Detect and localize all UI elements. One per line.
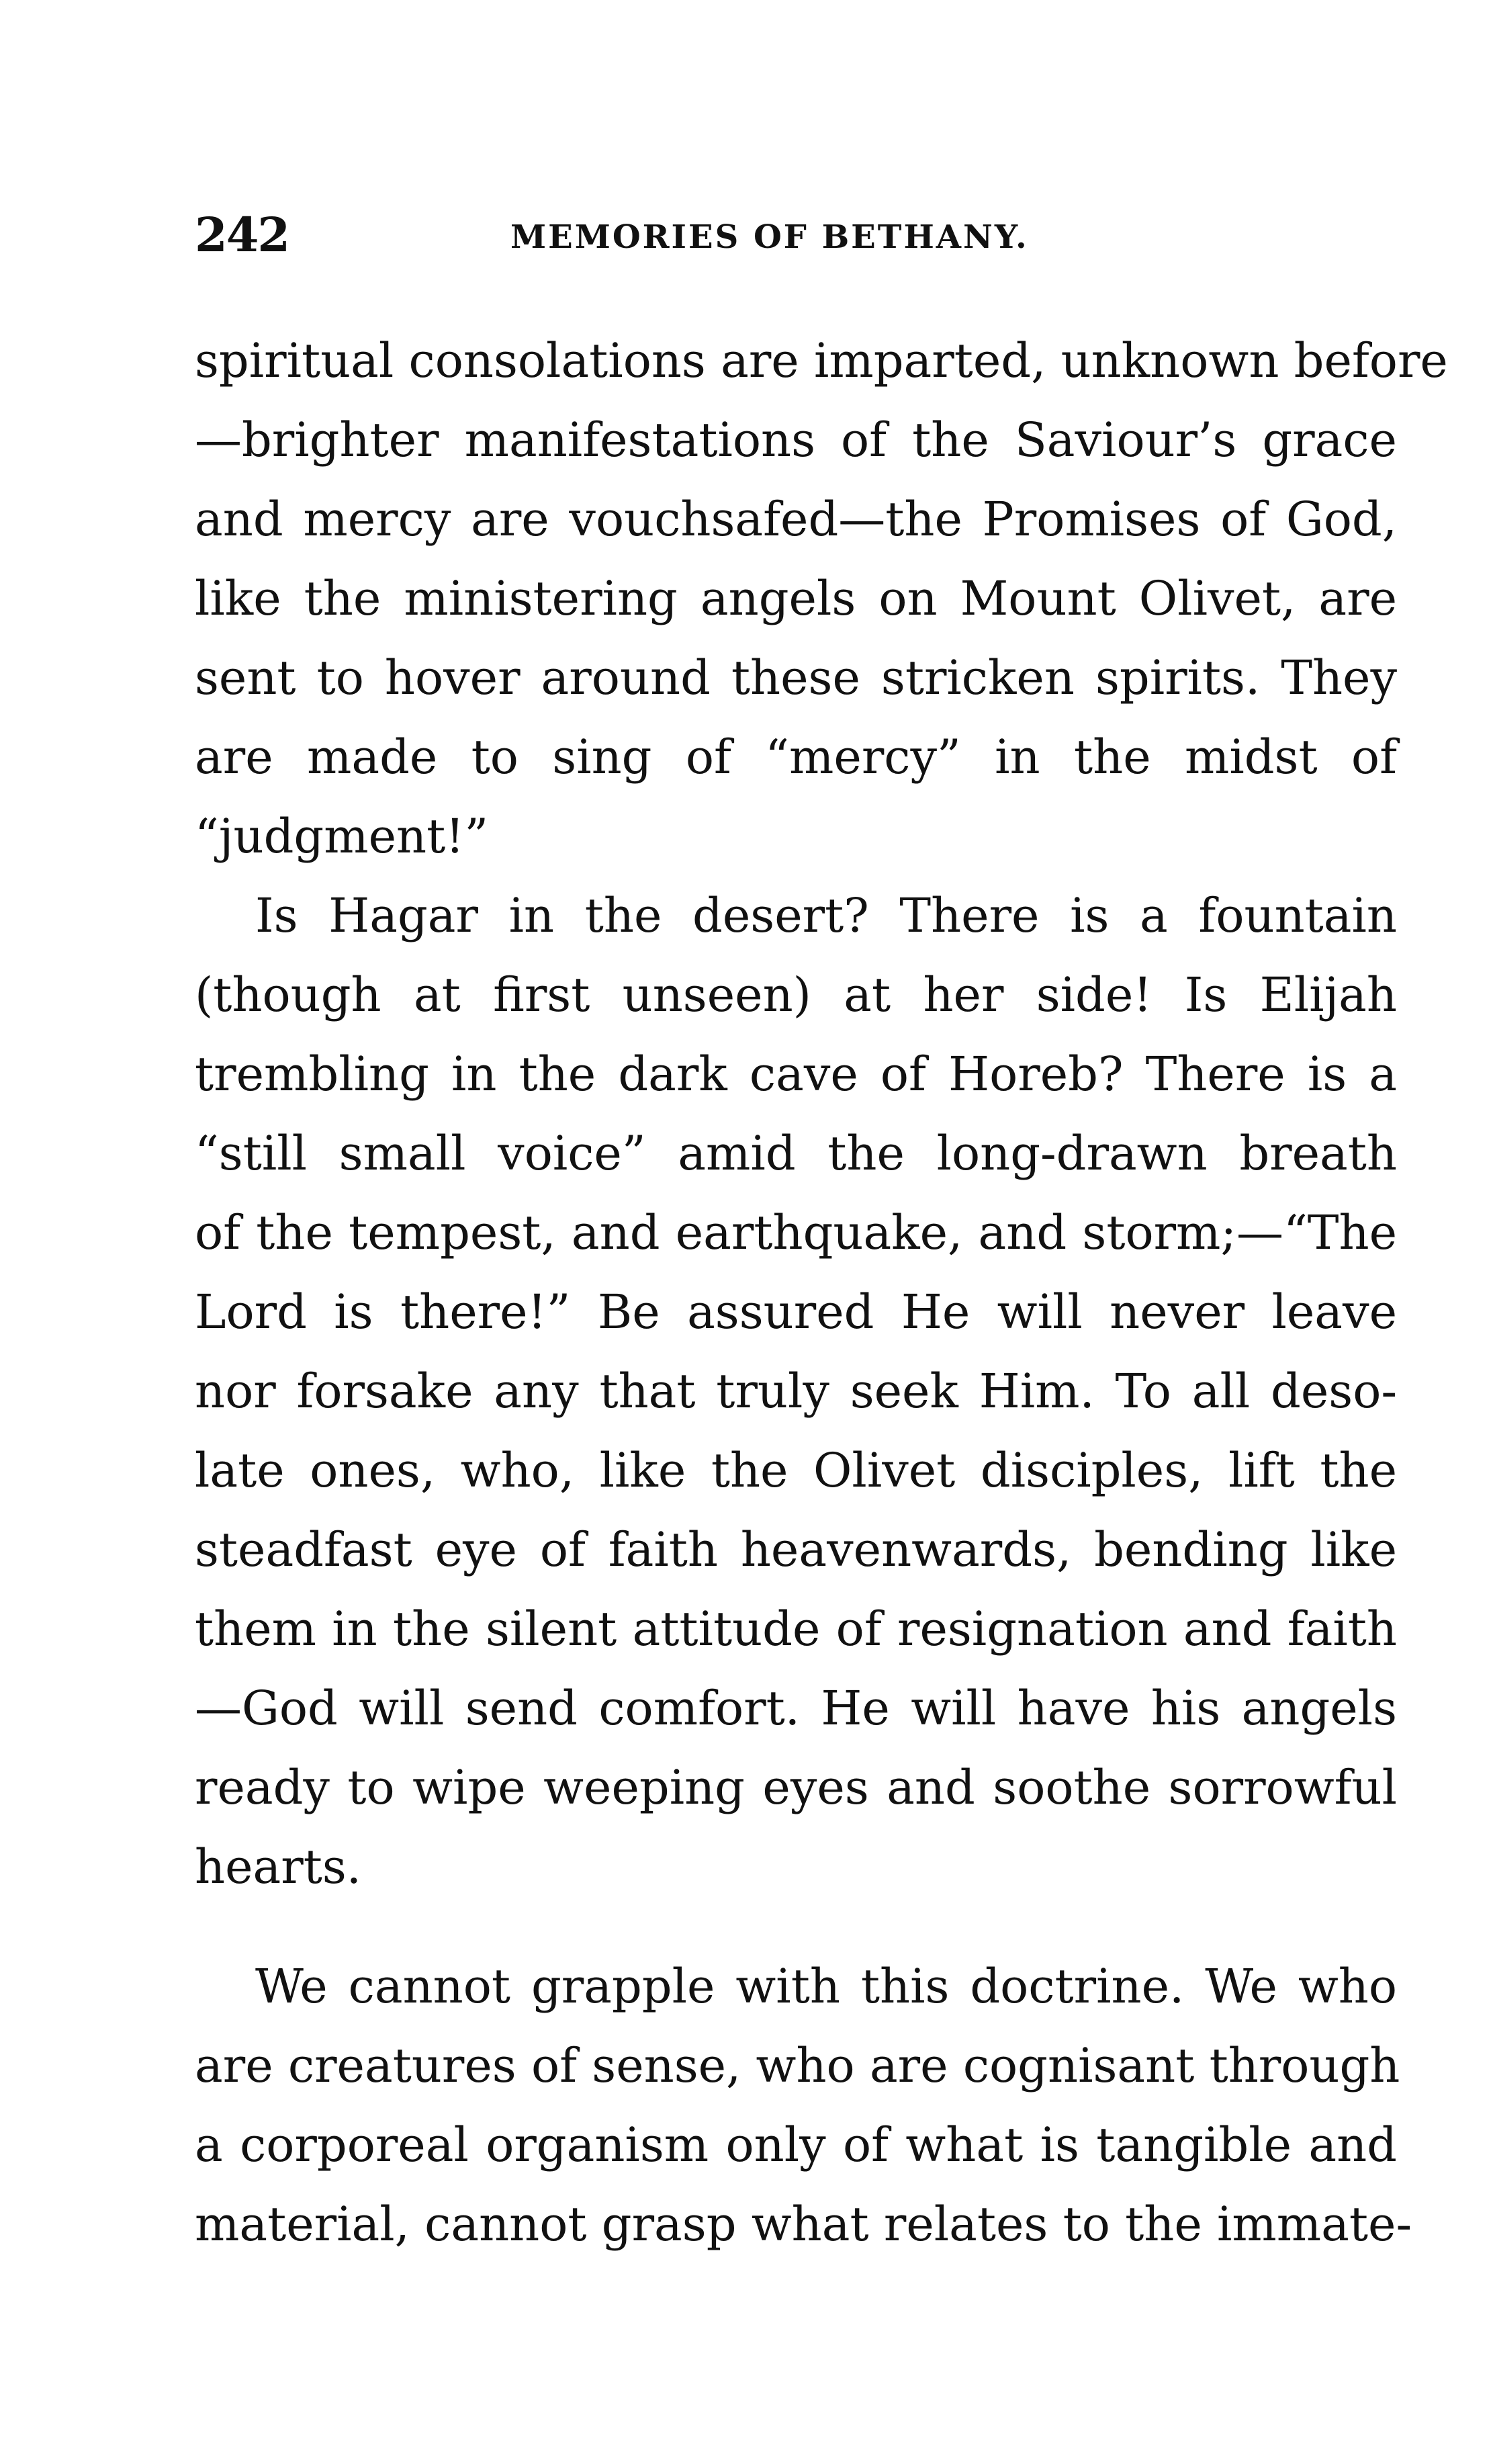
text-line: are creatures of sense, who are cognisant through xyxy=(195,2038,1400,2093)
text-line: spiritual consolations are imparted, unknown before xyxy=(195,333,1448,388)
text-line: Lord is there!” Be assured He will never leave xyxy=(195,1284,1397,1339)
text-line: and mercy are vouchsafed—the Promises of God, xyxy=(195,492,1397,547)
page-number: 242 xyxy=(195,207,289,263)
paragraph-spacer xyxy=(195,1906,1397,1947)
text-line: nor forsake any that truly seek Him. To all deso- xyxy=(195,1364,1397,1419)
text-line: —brighter manifestations of the Saviour’s grace xyxy=(195,412,1397,468)
text-line: like the ministering angels on Mount Olivet, are xyxy=(195,571,1397,626)
text-line: trembling in the dark cave of Horeb? There is a xyxy=(195,1047,1397,1102)
paragraph-1 xyxy=(195,321,1448,876)
text-line: steadfast eye of faith heavenwards, bending like xyxy=(195,1522,1397,1577)
paragraph-2 xyxy=(195,876,1397,1906)
text-line: —God will send comfort. He will have his angels xyxy=(195,1681,1397,1736)
text-line: “judgment!” xyxy=(195,809,489,864)
text-line: a corporeal organism only of what is tangible and xyxy=(195,2117,1397,2172)
text-line: We cannot grapple with this doctrine. We who xyxy=(255,1959,1397,2014)
paragraph-3 xyxy=(195,1947,1412,2264)
text-line: Is Hagar in the desert? There is a fountain xyxy=(255,888,1397,943)
text-line: material, cannot grasp what relates to the immate- xyxy=(195,2197,1412,2252)
text-line: “still small voice” amid the long-drawn breath xyxy=(195,1126,1397,1181)
text-line: (though at first unseen) at her side! Is Elijah xyxy=(195,967,1397,1022)
text-line: them in the silent attitude of resignation and faith xyxy=(195,1601,1397,1657)
text-line: sent to hover around these stricken spirits. They xyxy=(195,650,1397,705)
text-line: are made to sing of “mercy” in the midst of xyxy=(195,730,1397,785)
body-text xyxy=(195,321,1448,2264)
running-title: MEMORIES OF BETHANY. xyxy=(510,218,1029,256)
text-line: hearts. xyxy=(195,1839,362,1894)
text-line: of the tempest, and earthquake, and storm;—“The xyxy=(195,1205,1397,1260)
running-head xyxy=(195,208,1397,262)
text-line: ready to wipe weeping eyes and soothe sorrowful xyxy=(195,1760,1397,1815)
text-line: late ones, who, like the Olivet disciples, lift the xyxy=(195,1443,1397,1498)
